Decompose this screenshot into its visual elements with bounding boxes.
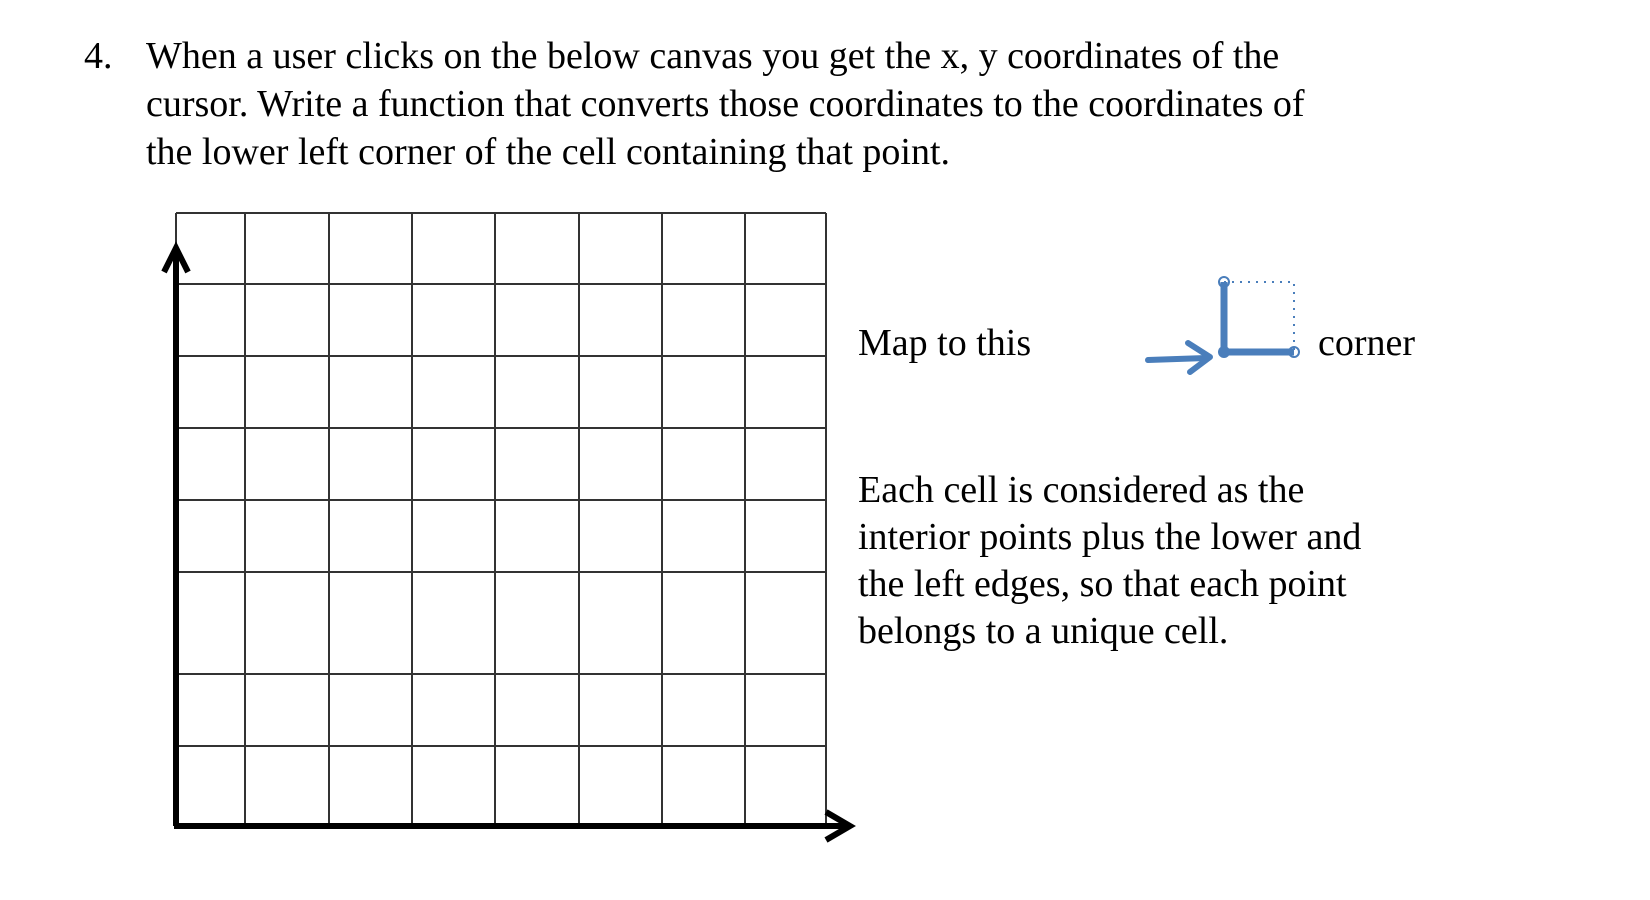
corner-label: corner bbox=[1318, 322, 1416, 364]
question-line-1: When a user clicks on the below canvas you get the x, y coordinates of the bbox=[146, 35, 1280, 77]
note-line-1: Each cell is considered as the bbox=[858, 469, 1305, 511]
note-line-4: belongs to a unique cell. bbox=[858, 610, 1229, 652]
map-label: Map to this bbox=[858, 322, 1032, 364]
cell-definition-note bbox=[858, 467, 1361, 655]
question-number: 4. bbox=[84, 35, 113, 77]
corner-cell-outline bbox=[1224, 282, 1294, 352]
question-line-2: cursor. Write a function that converts those coordinates to the coordinates of bbox=[146, 83, 1305, 125]
question-line-3: the lower left corner of the cell containing that point. bbox=[146, 131, 951, 173]
canvas-grid bbox=[176, 213, 826, 826]
note-line-2: interior points plus the lower and bbox=[858, 516, 1362, 558]
corner-point bbox=[1218, 346, 1230, 358]
lower-left-corner-icon bbox=[1218, 277, 1299, 358]
corner-pointer-arrow-icon bbox=[1148, 343, 1210, 372]
note-line-3: the left edges, so that each point bbox=[858, 563, 1347, 605]
